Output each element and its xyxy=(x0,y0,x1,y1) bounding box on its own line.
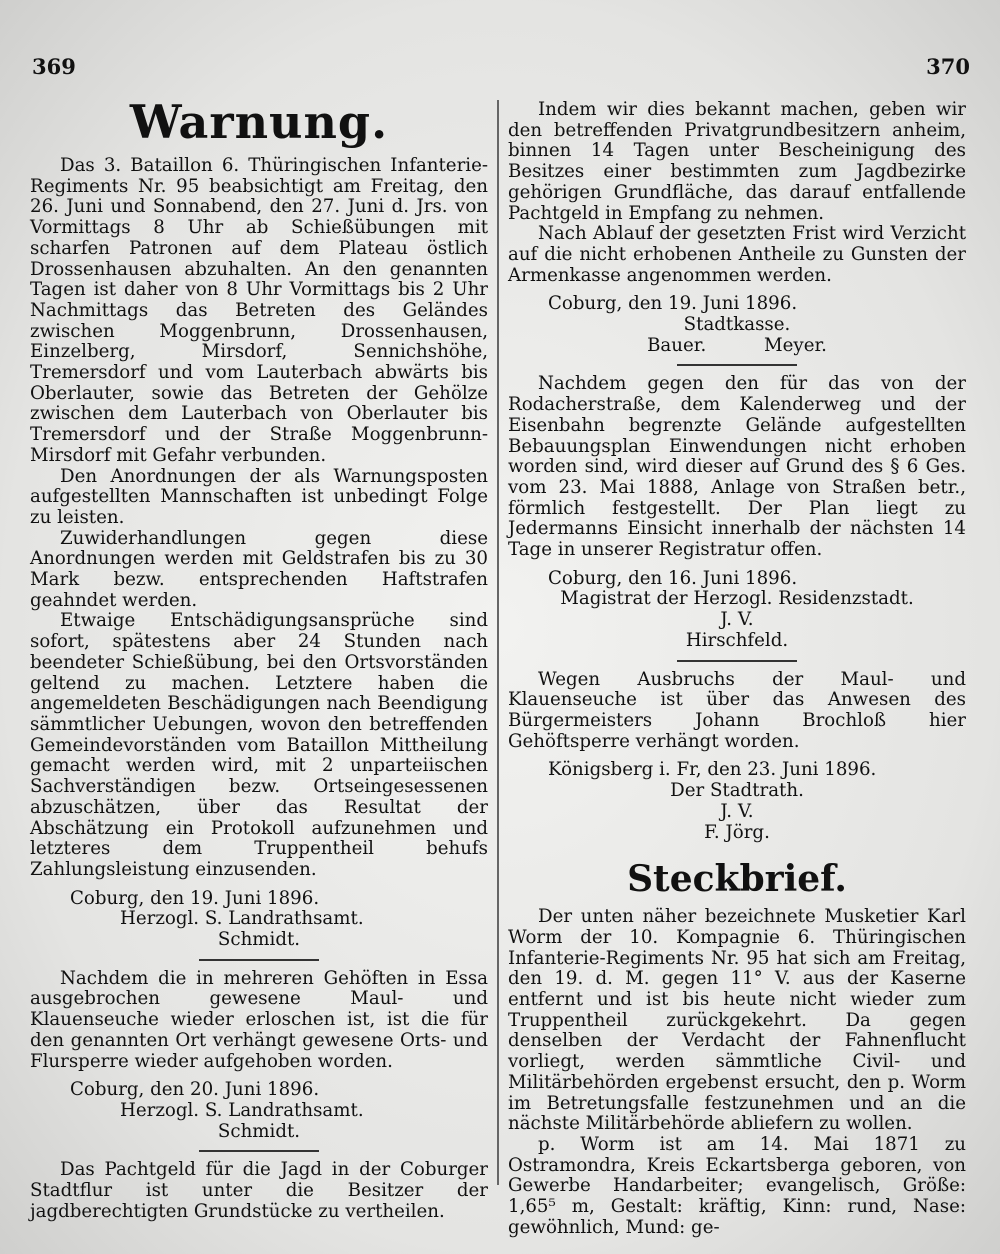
steckbrief-paragraph-2: p. Worm ist am 14. Mai 1871 zu Ostramondra, Kreis Eckartsberga geboren, von Gewerbe Handarbeiter; evangelisch, Größe: 1,65⁵ m, Gestalt: kräftig, Kinn: rund, Nase: gewöhnlich, Mund: ge- xyxy=(508,1133,966,1238)
seuche-iv: J. V. xyxy=(720,800,754,822)
essa-signature: Schmidt. xyxy=(217,1120,301,1142)
jagd-paragraph-2: Nach Ablauf der gesetzten Frist wird Verzicht auf die nicht erhobenen Antheile zu Gunsten der Armenkasse angenommen werden. xyxy=(508,223,966,286)
warning-heading: Warnung. xyxy=(129,95,389,149)
essa-paragraph: Nachdem die in mehreren Gehöften in Essa ausgebrochen gewesene Maul- und Klauenseuche wieder erloschen ist, ist die für den genannten Ort verhängt gewesene Orts- und Flursperre wieder aufgehoben worden. xyxy=(30,967,488,1072)
plan-date: Coburg, den 16. Juni 1896. xyxy=(548,567,798,589)
essa-date: Coburg, den 20. Juni 1896. xyxy=(70,1079,320,1101)
section-rule xyxy=(199,1150,319,1152)
essa-office: Herzogl. S. Landrathsamt. xyxy=(120,1099,364,1121)
warning-paragraph-1: Das 3. Bataillon 6. Thüringischen Infanterie-Regiments Nr. 95 beabsichtigt am Freitag, den 26. Juni und Sonnabend, den 27. Juni d. Jrs. von Vormittags 8 Uhr ab Schießübungen mit scharfen Patronen auf dem Plateau östlich Drossenhausen abzuhalten. An den genannten Tagen ist daher von 8 Uhr Vormittags bis 2 Uhr Nachmittags das Betreten des Geländes zwischen Moggenbrunn, Drossenhausen, Einzelberg, Mirsdorf, Sennichshöhe, Tremersdorf und vom Lauterbach abwärts bis Oberlauter, sowie das Betreten der Gehölze zwischen dem Lauterbach von Oberlauter bis Tremersdorf und der Straße Moggenbrunn-Mirsdorf mit Gefahr verbunden. xyxy=(30,155,488,466)
steckbrief-paragraph-1: Der unten näher bezeichnete Musketier Karl Worm der 10. Kompagnie 6. Thüringischen Infanterie-Regiments Nr. 95 hat sich am Freitag, den 19. d. M. gegen 11° V. aus der Kaserne entfernt und ist bis heute nicht wieder zum Truppentheil zurückgekehrt. Da gegen denselben der Verdacht der Fahnenflucht vorliegt, werden sämmtliche Civil- und Militärbehörden ergebenst ersucht, den p. Worm im Betretungsfalle festzunehmen und an die nächste Militärbehörde abliefern zu wollen. xyxy=(508,906,966,1135)
right-column xyxy=(508,100,966,1238)
plan-iv: J. V. xyxy=(720,609,754,631)
seuche-office: Der Stadtrath. xyxy=(670,780,804,802)
section-rule xyxy=(677,364,797,366)
warning-paragraph-2: Den Anordnungen der als Warnungsposten aufgestellten Mannschaften ist unbedingt Folge zu leisten. xyxy=(30,465,488,528)
jagd-continuation: Indem wir dies bekannt machen, geben wir den betreffenden Privatgrundbesitzern anheim, binnen 14 Tagen unter Bescheinigung des Besitzes einer bestimmten zum Jagdbezirke gehörigen Grundfläche, das darauf entfallende Pachtgeld in Empfang zu nehmen. xyxy=(508,99,966,224)
jagd-office: Stadtkasse. xyxy=(683,314,791,336)
jagd-date: Coburg, den 19. Juni 1896. xyxy=(548,293,798,315)
jagd-signatures: Bauer. Meyer. xyxy=(647,334,827,356)
page-number-right: 370 xyxy=(926,54,970,79)
column-divider xyxy=(497,100,499,1185)
section-rule xyxy=(677,660,797,662)
section-rule xyxy=(199,959,319,961)
seuche-paragraph: Wegen Ausbruchs der Maul- und Klauenseuche ist über das Anwesen des Bürgermeisters Johann Brochloß hier Gehöftsperre verhängt worden. xyxy=(508,668,966,752)
jagd-paragraph: Das Pachtgeld für die Jagd in der Coburger Stadtflur ist unter die Besitzer der jagdberechtigten Grundstücke zu vertheilen. xyxy=(30,1159,488,1222)
plan-signature: Hirschfeld. xyxy=(685,629,789,651)
steckbrief-heading: Steckbrief. xyxy=(627,858,847,901)
seuche-signature: F. Jörg. xyxy=(704,821,770,843)
warning-paragraph-3: Zuwiderhandlungen gegen diese Anordnungen werden mit Geldstrafen bis zu 30 Mark bezw. entsprechenden Haftstrafen geahndet werden. xyxy=(30,527,488,611)
warning-date: Coburg, den 19. Juni 1896. xyxy=(70,887,320,909)
seuche-date: Königsberg i. Fr, den 23. Juni 1896. xyxy=(548,759,877,781)
left-column xyxy=(30,90,488,1222)
warning-signature: Schmidt. xyxy=(217,929,301,951)
warning-office: Herzogl. S. Landrathsamt. xyxy=(120,908,364,930)
page-number-left: 369 xyxy=(32,54,76,79)
warning-paragraph-4: Etwaige Entschädigungsansprüche sind sofort, spätestens aber 24 Stunden nach beendeter Schießübung, bei den Ortsvorständen geltend zu machen. Letztere haben die angemeldeten Beschädigungen nach Beendigung sämmtlicher Uebungen, wovon den betreffenden Gemeindevorständen vom Bataillon Mittheilung gemacht werden wird, mit 2 unparteiischen Sachverständigen bezw. Ortseingesessenen abzuschätzen, über das Resultat der Abschätzung ein Protokoll aufzunehmen und letzteres dem Truppentheil behufs Zahlungsleistung einzusenden. xyxy=(30,610,488,880)
plan-paragraph: Nachdem gegen den für das von der Rodacherstraße, dem Kalenderweg und der Eisenbahn begrenzte Gelände aufgestellten Bebauungsplan Einwendungen nicht erhoben worden sind, wird dieser auf Grund des § 6 Ges. vom 23. Mai 1888, Anlage von Straßen betr., förmlich festgestellt. Der Plan liegt zu Jedermanns Einsicht innerhalb der nächsten 14 Tage in unserer Registratur offen. xyxy=(508,373,966,561)
plan-office: Magistrat der Herzogl. Residenzstadt. xyxy=(560,588,914,610)
